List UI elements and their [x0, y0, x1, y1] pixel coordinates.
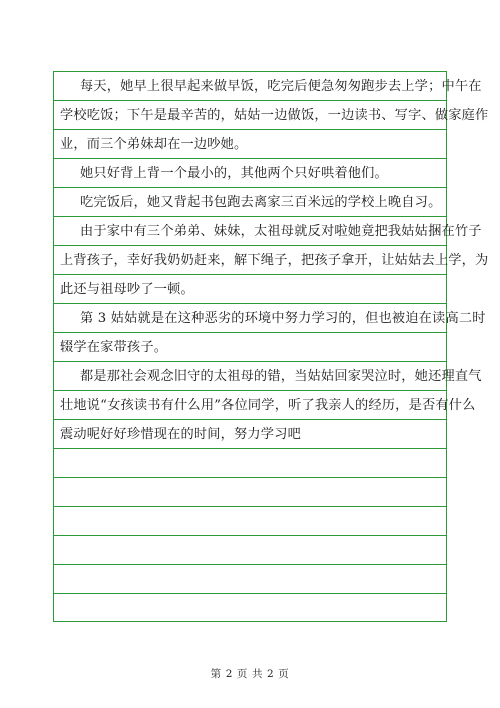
ruled-line: [54, 159, 446, 188]
ruled-line: [54, 420, 446, 449]
line-text: 她只好背上背一个最小的，其他两个只好哄着他们。: [80, 166, 388, 181]
line-text: 震动呢好好珍惜现在的时间，努力学习吧: [60, 427, 301, 442]
ruled-line: [54, 101, 489, 130]
ruled-line: [54, 449, 446, 478]
page-number: 第 2 页 共 2 页: [210, 668, 290, 680]
line-text: 都是那社会观念旧守的太祖母的错，当姑姑回家哭泣时，她还理直气: [80, 369, 482, 384]
line-text: 吃完饭后，她又背起书包跑去离家三百米远的学校上晚自习。: [80, 195, 442, 210]
ruled-line: [54, 72, 482, 101]
lined-writing-sheet: [53, 71, 489, 622]
ruled-line: [54, 362, 482, 391]
line-text: 由于家中有三个弟弟、妹妹，太祖母就反对啦她竟把我姑姑捆在竹子: [80, 224, 482, 239]
ruled-line: [54, 217, 482, 246]
line-text: 每天，她早上很早起来做早饭，吃完后便急匆匆跑步去上学；中午在: [80, 79, 482, 94]
line-text: 第 3 姑姑就是在这种恶劣的环境中努力学习的，但也被迫在读高二时: [80, 311, 486, 326]
ruled-line: [54, 536, 446, 565]
ruled-line: [54, 246, 489, 275]
ruled-line: [54, 594, 446, 623]
line-text: 辍学在家带孩子。: [60, 340, 168, 355]
line-text: 此还与祖母吵了一顿。: [60, 282, 194, 297]
ruled-line: [54, 304, 486, 333]
line-text: 上背孩子，幸好我奶奶赶来，解下绳子，把孩子拿开，让姑姑去上学，为: [60, 253, 489, 268]
ruled-line: [54, 507, 446, 536]
ruled-line: [54, 333, 446, 362]
ruled-line: [54, 188, 446, 217]
ruled-line: [54, 130, 446, 159]
line-text: 学校吃饭；下午是最辛苦的，姑姑一边做饭，一边读书、写字、做家庭作: [60, 108, 489, 123]
line-text: 壮地说“女孩读书有什么用”各位同学，听了我亲人的经历，是否有什么: [60, 398, 476, 413]
ruled-line: [54, 478, 446, 507]
ruled-line: [54, 275, 446, 304]
line-text: 业，而三个弟妹却在一边吵她。: [60, 137, 248, 152]
ruled-line: [54, 391, 476, 420]
ruled-line: [54, 565, 446, 594]
